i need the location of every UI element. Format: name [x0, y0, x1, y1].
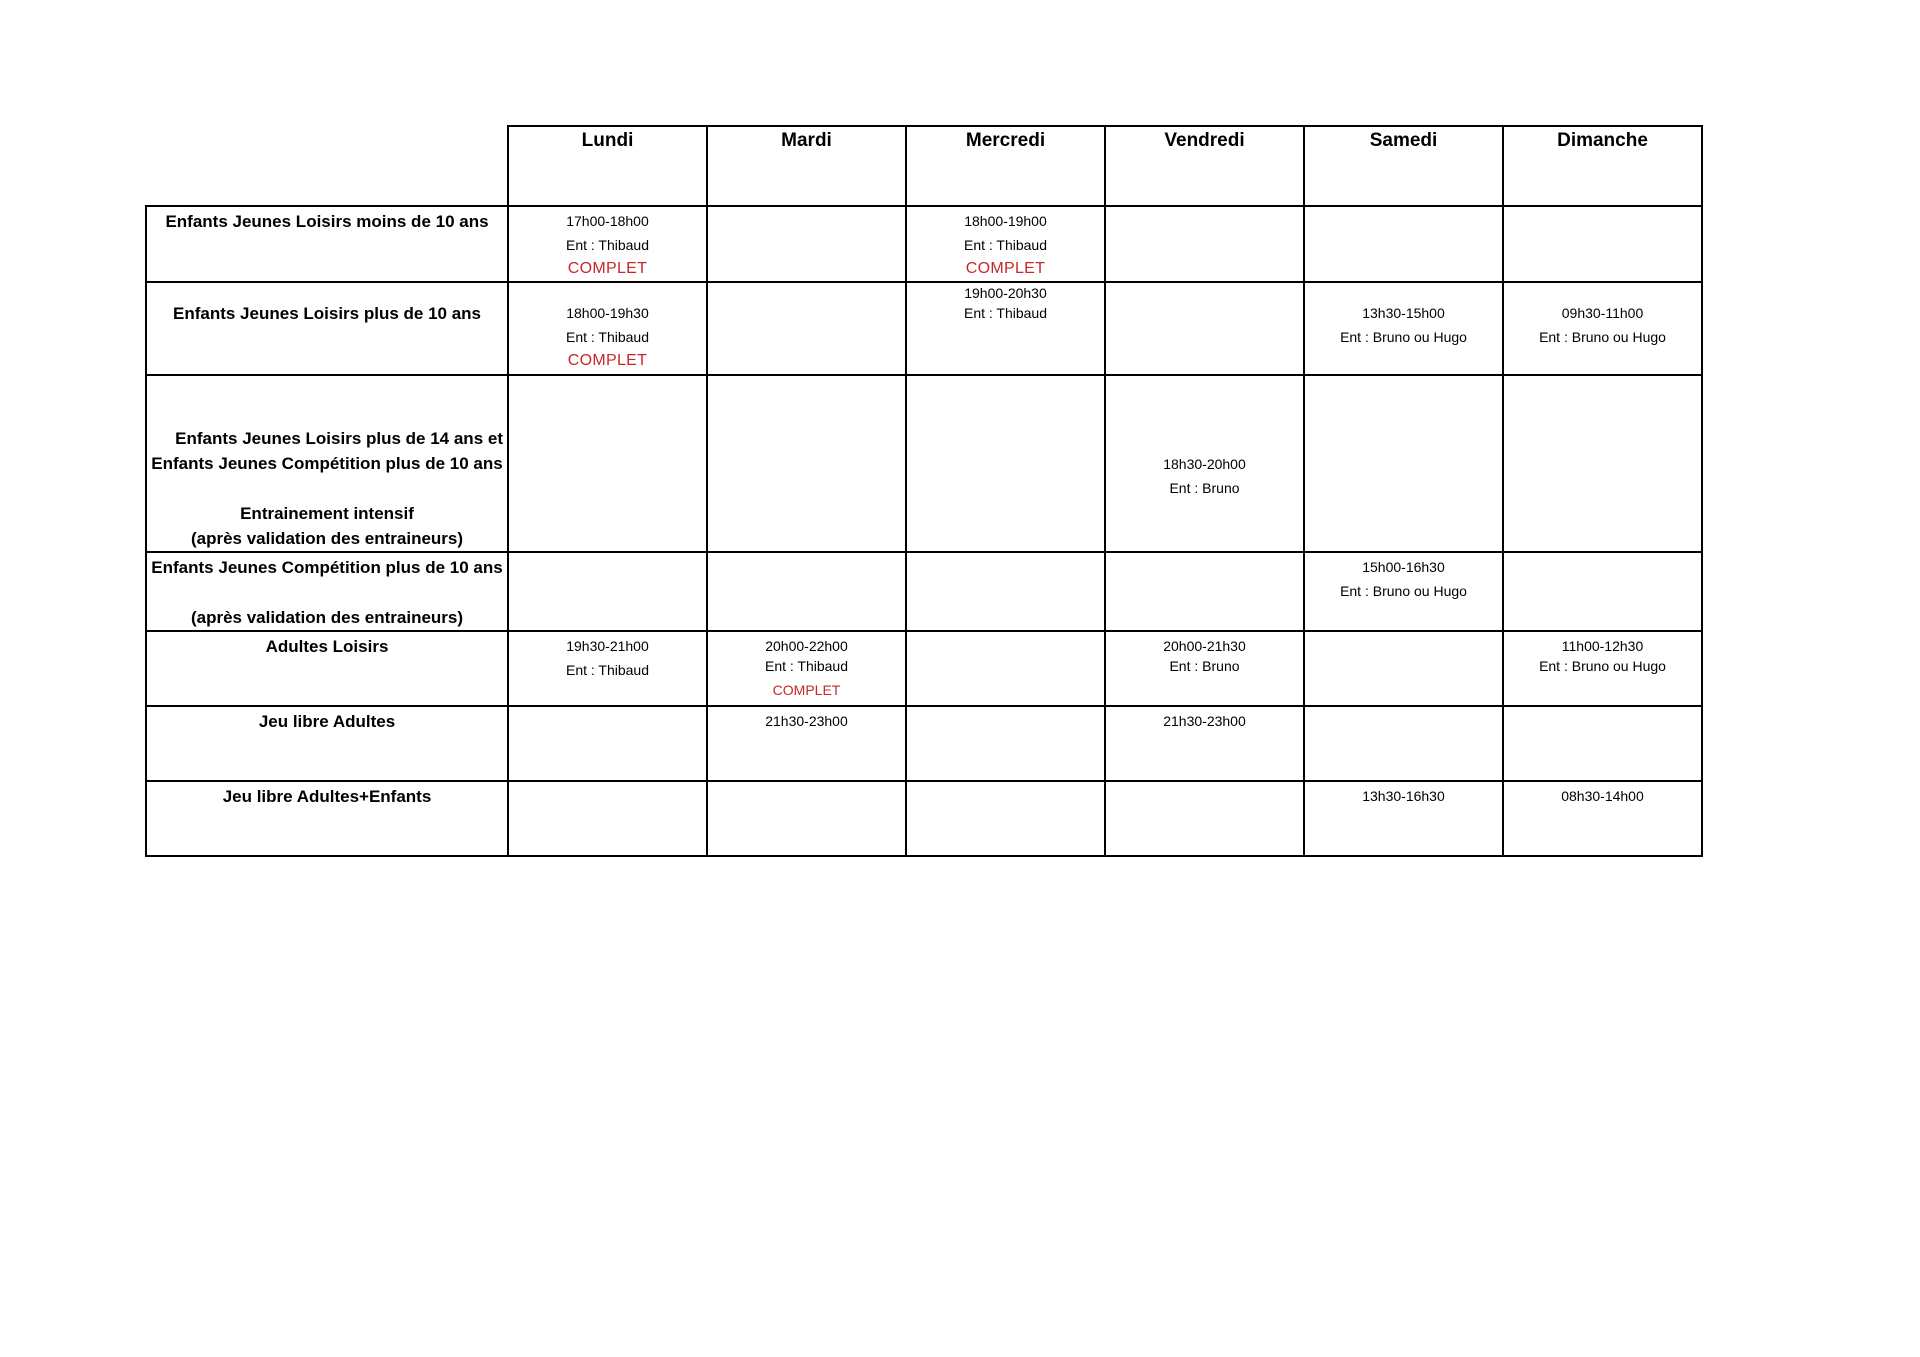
- empty-cell: [1503, 206, 1702, 282]
- empty-cell: [1503, 706, 1702, 781]
- complet-badge: COMPLET: [772, 682, 841, 698]
- empty-cell: [1503, 552, 1702, 631]
- complet-badge: COMPLET: [965, 260, 1046, 277]
- session-time: 08h30-14h00: [1561, 788, 1644, 804]
- session-coach: Ent : Thibaud: [565, 237, 650, 253]
- empty-cell: [1105, 206, 1304, 282]
- session-time: 18h30-20h00: [1163, 456, 1246, 472]
- table-row: [146, 706, 1702, 781]
- empty-cell: [707, 206, 906, 282]
- session-cell: [1503, 631, 1702, 706]
- row-label: [146, 552, 508, 631]
- complet-badge: COMPLET: [567, 260, 648, 277]
- session-time: 09h30-11h00: [1561, 305, 1644, 321]
- empty-cell: [508, 781, 707, 856]
- table-row: [146, 206, 1702, 282]
- day-header-mardi: Mardi: [707, 126, 906, 206]
- empty-cell: [1304, 375, 1503, 552]
- day-header-lundi: Lundi: [508, 126, 707, 206]
- session-time: 18h00-19h00: [964, 213, 1047, 229]
- session-coach: Ent : Thibaud: [565, 662, 650, 678]
- empty-cell: [906, 631, 1105, 706]
- session-cell: [1304, 282, 1503, 375]
- session-time: 20h00-21h30: [1163, 638, 1246, 654]
- empty-cell: [1304, 206, 1503, 282]
- session-time: 15h00-16h30: [1362, 559, 1445, 575]
- empty-cell: [906, 706, 1105, 781]
- empty-cell: [1503, 375, 1702, 552]
- day-header-samedi: Samedi: [1304, 126, 1503, 206]
- empty-cell: [1304, 706, 1503, 781]
- session-coach: Ent : Bruno ou Hugo: [1340, 329, 1467, 345]
- empty-cell: [508, 552, 707, 631]
- row-label: Adultes Loisirs: [146, 631, 508, 706]
- session-coach: Ent : Bruno: [1169, 658, 1240, 674]
- session-cell: [1304, 781, 1503, 856]
- session-coach: Ent : Thibaud: [963, 237, 1048, 253]
- session-cell: [906, 206, 1105, 282]
- row-label-line: Enfants Jeunes Loisirs plus de 14 ans et: [175, 429, 503, 448]
- session-cell: [906, 282, 1105, 375]
- schedule-table: [145, 125, 1703, 857]
- session-cell: [1503, 781, 1702, 856]
- session-time: 21h30-23h00: [1163, 713, 1246, 729]
- table-row: [146, 282, 1702, 375]
- session-time: 20h00-22h00: [765, 638, 848, 654]
- session-cell: [707, 706, 906, 781]
- session-time: 19h00-20h30: [964, 285, 1047, 301]
- session-coach: Ent : Thibaud: [963, 305, 1048, 321]
- empty-cell: [1105, 282, 1304, 375]
- row-label-line: Entrainement intensif: [240, 504, 414, 523]
- table-row: [146, 631, 1702, 706]
- empty-cell: [906, 375, 1105, 552]
- day-header-dimanche: Dimanche: [1503, 126, 1702, 206]
- empty-cell: [707, 375, 906, 552]
- session-time: 11h00-12h30: [1561, 638, 1644, 654]
- session-cell: [508, 282, 707, 375]
- empty-cell: [707, 552, 906, 631]
- corner-cell: [146, 126, 508, 206]
- session-time: 17h00-18h00: [566, 213, 649, 229]
- table-row: [146, 375, 1702, 552]
- session-coach: Ent : Bruno ou Hugo: [1539, 658, 1666, 674]
- row-label: Enfants Jeunes Loisirs plus de 10 ans: [146, 282, 508, 375]
- session-cell: [1304, 552, 1503, 631]
- header-row: [146, 126, 1702, 206]
- row-label-line: (après validation des entraineurs): [190, 529, 464, 548]
- empty-cell: [707, 282, 906, 375]
- empty-cell: [1304, 631, 1503, 706]
- session-cell: [707, 631, 906, 706]
- empty-cell: [1105, 552, 1304, 631]
- day-header-mercredi: Mercredi: [906, 126, 1105, 206]
- empty-cell: [1105, 781, 1304, 856]
- empty-cell: [906, 781, 1105, 856]
- session-coach: Ent : Thibaud: [764, 658, 849, 674]
- session-coach: Ent : Bruno ou Hugo: [1340, 583, 1467, 599]
- row-label: Enfants Jeunes Loisirs moins de 10 ans: [146, 206, 508, 282]
- row-label: Jeu libre Adultes: [146, 706, 508, 781]
- row-label: Jeu libre Adultes+Enfants: [146, 781, 508, 856]
- session-cell: [508, 631, 707, 706]
- session-cell: [1105, 706, 1304, 781]
- row-label-line: Enfants Jeunes Compétition plus de 10 ans: [151, 454, 503, 473]
- day-header-vendredi: Vendredi: [1105, 126, 1304, 206]
- table-row: [146, 552, 1702, 631]
- session-coach: Ent : Bruno ou Hugo: [1539, 329, 1666, 345]
- session-time: 18h00-19h30: [566, 305, 649, 321]
- complet-badge: COMPLET: [567, 352, 648, 369]
- empty-cell: [906, 552, 1105, 631]
- row-label-line: Enfants Jeunes Compétition plus de 10 ans: [151, 558, 503, 577]
- table-row: [146, 781, 1702, 856]
- empty-cell: [508, 706, 707, 781]
- empty-cell: [508, 375, 707, 552]
- session-cell: [1105, 375, 1304, 552]
- session-cell: [508, 206, 707, 282]
- empty-cell: [707, 781, 906, 856]
- session-cell: [1503, 282, 1702, 375]
- session-time: 19h30-21h00: [566, 638, 649, 654]
- session-time: 13h30-16h30: [1362, 788, 1445, 804]
- row-label-line: (après validation des entraineurs): [190, 608, 464, 627]
- session-coach: Ent : Thibaud: [565, 329, 650, 345]
- session-time: 21h30-23h00: [765, 713, 848, 729]
- session-coach: Ent : Bruno: [1169, 480, 1240, 496]
- session-time: 13h30-15h00: [1362, 305, 1445, 321]
- session-cell: [1105, 631, 1304, 706]
- row-label: [146, 375, 508, 552]
